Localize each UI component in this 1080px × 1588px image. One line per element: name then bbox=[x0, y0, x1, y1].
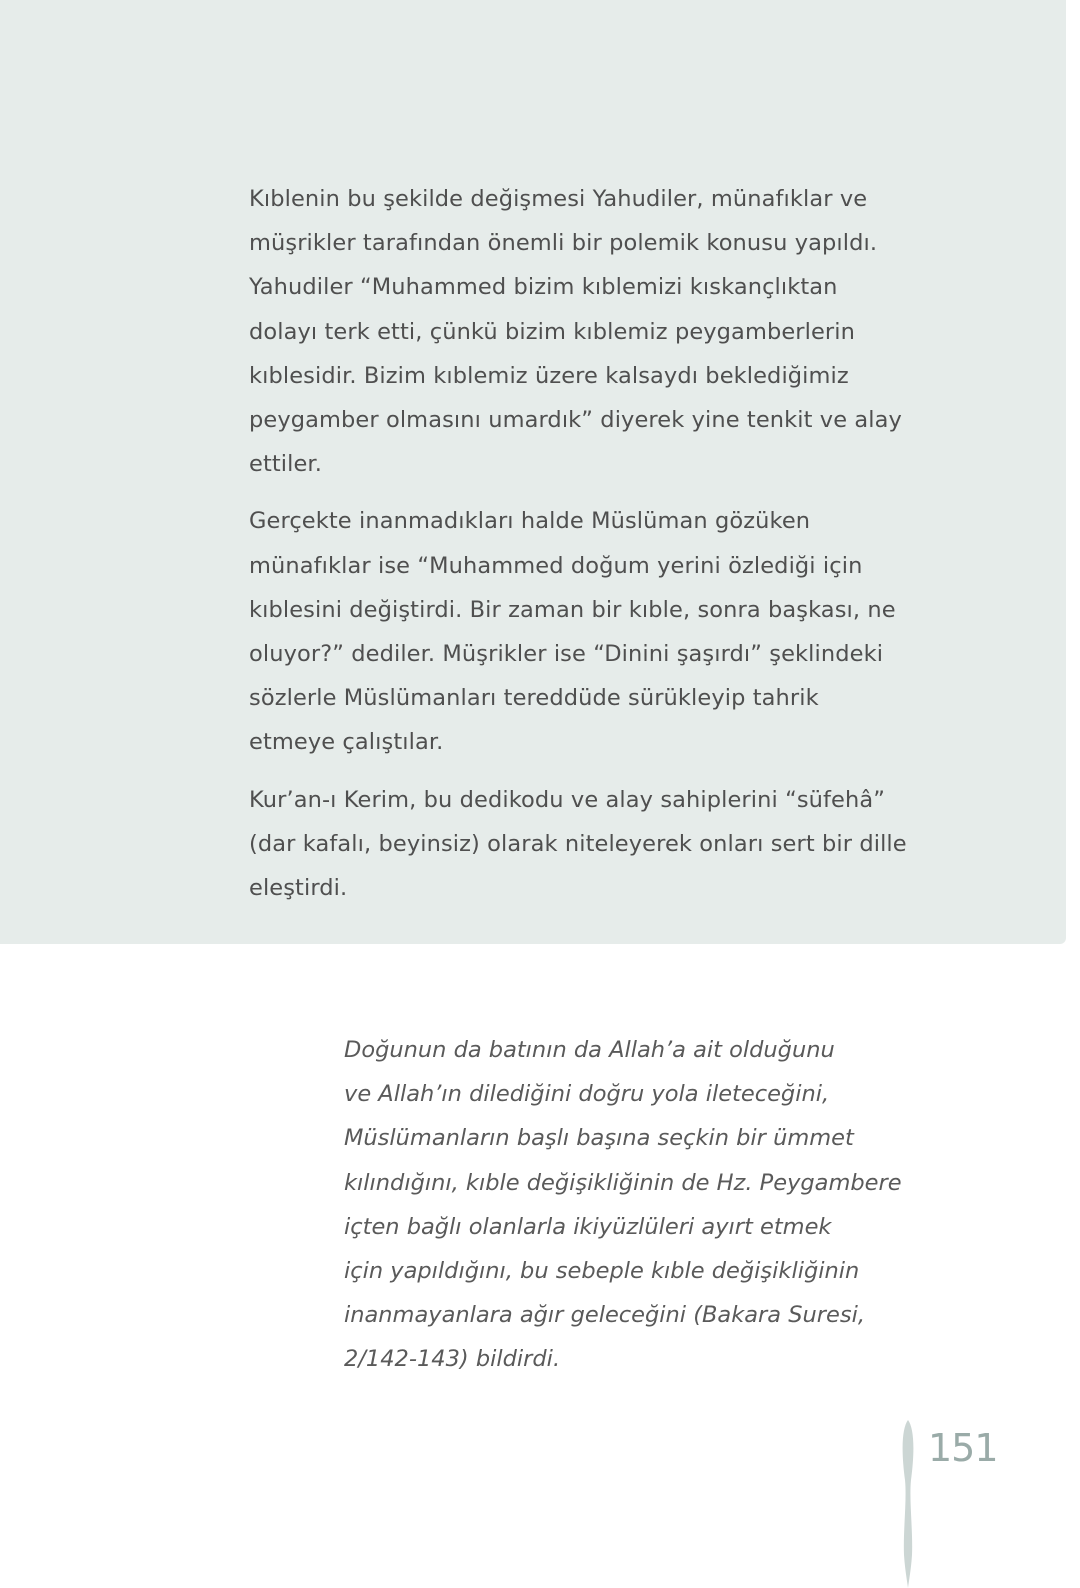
quote-block bbox=[344, 1028, 964, 1382]
page-number: 151 bbox=[928, 1426, 998, 1470]
quote-line: ve Allah’ın dilediğini doğru yola ileteceğini, bbox=[344, 1081, 830, 1108]
main-text-block bbox=[249, 177, 909, 923]
quote-line: için yapıldığını, bu sebeple kıble değişikliğinin bbox=[344, 1258, 860, 1285]
paragraph-3: Kur’an-ı Kerim, bu dedikodu ve alay sahiplerini “süfehâ” (dar kafalı, beyinsiz) olarak niteleyerek onları sert bir dille eleştirdi. bbox=[249, 786, 907, 902]
paragraph-2: Gerçekte inanmadıkları halde Müslüman gözüken münafıklar ise “Muhammed doğum yerini özlediği için kıblesini değiştirdi. Bir zaman bir kıble, sonra başkası, ne oluyor?” dediler. Müşrikler ise “Dinini şaşırdı” şeklindeki sözlerle Müslümanları tereddüde sürükleyip tahrik etmeye çalıştılar. bbox=[249, 508, 896, 756]
page-ornament-icon bbox=[897, 1420, 919, 1588]
quote-line: Doğunun da batının da Allah’a ait olduğunu bbox=[344, 1037, 835, 1063]
quote-line: içten bağlı olanlarla ikiyüzlüleri ayırt etmek bbox=[344, 1213, 832, 1240]
paragraph-1: Kıblenin bu şekilde değişmesi Yahudiler, münafıklar ve müşrikler tarafından önemli bir polemik konusu yapıldı. Yahudiler “Muhammed bizim kıblemizi kıskançlıktan dolayı terk etti, çünkü bizim kıblemiz peygamberlerin kıblesidir. Bizim kıblemiz üzere kalsaydı beklediğimiz peygamber olmasını umardık” diyerek yine tenkit ve alay ettiler. bbox=[249, 186, 902, 478]
quote-line: 2/142-143) bildirdi. bbox=[344, 1346, 561, 1373]
quote-line: inanmayanlara ağır geleceğini (Bakara Suresi, bbox=[344, 1302, 865, 1329]
quote-line: kılındığını, kıble değişikliğinin de Hz. Peygambere bbox=[344, 1169, 902, 1196]
quote-line: Müslümanların başlı başına seçkin bir ümmet bbox=[344, 1125, 854, 1152]
